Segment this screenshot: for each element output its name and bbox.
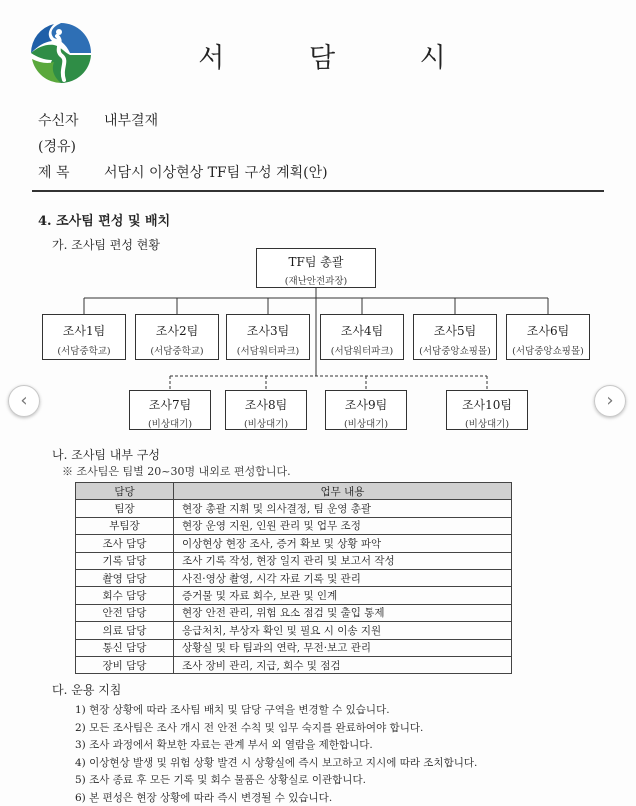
- table-cell-role: 부팀장: [76, 517, 174, 534]
- section-b-title: 나. 조사팀 내부 구성: [52, 448, 160, 462]
- section-c-title: 다. 운용 지침: [52, 683, 122, 697]
- list-item: 1) 현장 상황에 따라 조사팀 배치 및 담당 구역을 변경할 수 있습니다.: [75, 704, 390, 716]
- org-team-5-site: (서담중앙쇼핑몰): [419, 346, 491, 357]
- org-team-6-site: (서담중앙쇼핑몰): [512, 346, 584, 357]
- org-team-5-box: [413, 314, 497, 360]
- table-cell-duty: 이상현상 현장 조사, 증거 확보 및 상황 파악: [174, 535, 512, 552]
- table-row: [76, 517, 512, 534]
- table-cell-role: 통신 담당: [76, 639, 174, 656]
- table-cell-role: 기록 담당: [76, 552, 174, 569]
- list-item: 4) 이상현상 발생 및 위험 상황 발견 시 상황실에 즉시 보고하고 지시에 따라 조치합니다.: [75, 756, 478, 769]
- table-row: [76, 656, 512, 673]
- table-cell-role: 촬영 담당: [76, 569, 174, 586]
- chevron-right-icon: ›: [606, 390, 614, 411]
- table-cell-role: 팀장: [76, 500, 174, 517]
- org-team-4-name: 조사4팀: [340, 324, 384, 338]
- subject-row: [38, 162, 328, 182]
- list-item: 5) 조사 종료 후 모든 기록 및 회수 물품은 상황실로 이관합니다.: [75, 774, 366, 786]
- table-cell-role: 조사 담당: [76, 535, 174, 552]
- table-header-duty: 업무 내용: [174, 483, 512, 500]
- table-cell-duty: 조사 장비 관리, 지급, 회수 및 점검: [174, 656, 512, 673]
- org-team-8-name: 조사8팀: [244, 398, 288, 412]
- org-team-3-name: 조사3팀: [246, 324, 290, 338]
- org-team-1-name: 조사1팀: [62, 324, 106, 338]
- recipient-value: 내부결재: [104, 113, 159, 129]
- table-cell-duty: 증거물 및 자료 회수, 보관 및 인계: [174, 587, 512, 604]
- header-divider: [32, 190, 604, 192]
- org-team-10-status: (비상대기): [464, 419, 510, 430]
- via-label: (경유): [38, 139, 76, 155]
- table-cell-duty: 현장 운영 지원, 인원 관리 및 업무 조정: [174, 517, 512, 534]
- table-cell-duty: 응급처치, 부상자 확인 및 필요 시 이송 지원: [174, 622, 512, 639]
- subject-value: 서담시 이상현상 TF팀 구성 계획(안): [104, 165, 328, 181]
- org-team-8-box: [225, 390, 307, 430]
- org-tf-head-box: [256, 248, 376, 288]
- org-team-2-name: 조사2팀: [155, 324, 199, 338]
- list-item: 2) 모든 조사팀은 조사 개시 전 안전 수칙 및 임무 숙지를 완료하여야 합니다.: [75, 721, 424, 734]
- recipient-row: [38, 110, 158, 130]
- org-team-5-name: 조사5팀: [433, 324, 477, 338]
- org-team-4-site: (서담워터파크): [330, 346, 394, 357]
- section-a-title: 가. 조사팀 편성 현황: [52, 238, 160, 252]
- table-row: [76, 552, 512, 569]
- org-tf-head-name: TF팀 총괄: [288, 255, 344, 269]
- org-team-8-status: (비상대기): [243, 419, 289, 430]
- table-row: [76, 604, 512, 621]
- org-team-10-name: 조사10팀: [461, 398, 513, 412]
- table-cell-duty: 상황실 및 타 팀과의 연락, 무전·보고 관리: [174, 639, 512, 656]
- org-tf-head-dept: (재난안전과장): [284, 276, 348, 287]
- team-roles-table: [75, 482, 512, 674]
- table-cell-duty: 현장 안전 관리, 위험 요소 점검 및 출입 통제: [174, 604, 512, 621]
- org-team-6-box: [506, 314, 590, 360]
- org-team-7-status: (비상대기): [147, 419, 193, 430]
- table-header-role: 담당: [76, 483, 174, 500]
- list-item: 3) 조사 과정에서 확보한 자료는 관계 부서 외 열람을 제한합니다.: [75, 739, 373, 751]
- org-team-7-box: [129, 390, 211, 430]
- table-cell-duty: 현장 총괄 지휘 및 의사결정, 팀 운영 총괄: [174, 500, 512, 517]
- org-team-3-site: (서담워터파크): [236, 346, 300, 357]
- table-row: [76, 569, 512, 586]
- org-team-1-box: [42, 314, 126, 360]
- org-team-7-name: 조사7팀: [148, 398, 192, 412]
- table-row: [76, 587, 512, 604]
- org-team-6-name: 조사6팀: [526, 324, 570, 338]
- section-4-title: 4. 조사팀 편성 및 배치: [38, 214, 171, 229]
- guidelines-list: [75, 702, 477, 806]
- table-row: [76, 622, 512, 639]
- table-cell-role: 장비 담당: [76, 656, 174, 673]
- org-team-2-box: [135, 314, 219, 360]
- team-size-note: ※ 조사팀은 팀별 20~30명 내외로 편성합니다.: [62, 465, 291, 478]
- org-team-1-site: (서담중학교): [57, 346, 111, 357]
- document-title: 서 담 시: [198, 43, 484, 74]
- table-cell-role: 회수 담당: [76, 587, 174, 604]
- table-cell-duty: 조사 기록 작성, 현장 일지 관리 및 보고서 작성: [174, 552, 512, 569]
- carousel-prev-button[interactable]: [8, 385, 40, 417]
- table-cell-role: 의료 담당: [76, 622, 174, 639]
- table-row: [76, 500, 512, 517]
- via-row: [38, 136, 76, 156]
- org-team-10-box: [446, 390, 528, 430]
- carousel-next-button[interactable]: [594, 385, 626, 417]
- table-row: [76, 535, 512, 552]
- table-cell-role: 안전 담당: [76, 604, 174, 621]
- org-team-9-box: [325, 390, 407, 430]
- table-row: [76, 639, 512, 656]
- chevron-left-icon: ‹: [20, 390, 28, 411]
- table-cell-duty: 사진·영상 촬영, 시각 자료 기록 및 관리: [174, 569, 512, 586]
- list-item: 6) 본 편성은 현장 상황에 따라 즉시 변경될 수 있습니다.: [75, 791, 333, 804]
- org-team-9-name: 조사9팀: [344, 398, 388, 412]
- org-team-4-box: [320, 314, 404, 360]
- recipient-label: 수신자: [38, 113, 79, 129]
- table-header-row: [76, 483, 512, 500]
- org-team-3-box: [226, 314, 310, 360]
- subject-label: 제 목: [38, 165, 70, 181]
- org-team-2-site: (서담중학교): [150, 346, 204, 357]
- org-team-9-status: (비상대기): [343, 419, 389, 430]
